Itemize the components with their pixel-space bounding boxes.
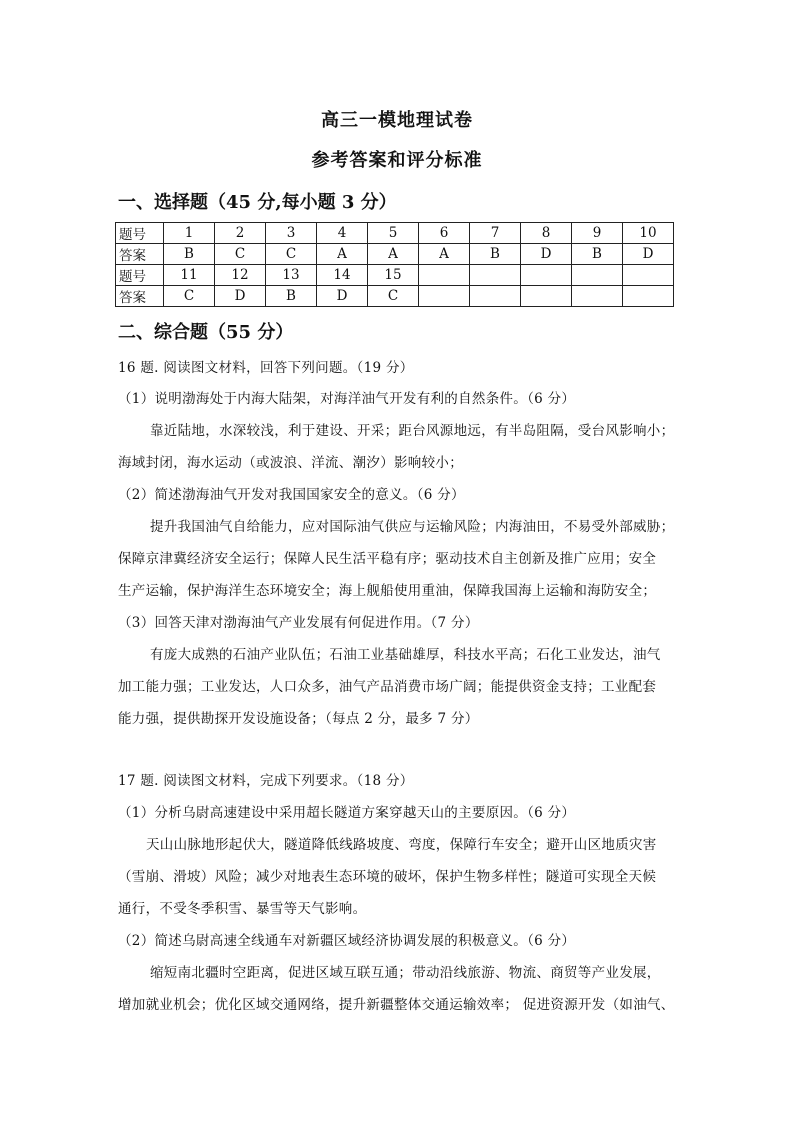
- table-cell: 4: [317, 223, 368, 244]
- table-row: [116, 223, 674, 244]
- row-label: 答案: [116, 244, 164, 265]
- table-cell: 12: [215, 265, 266, 286]
- answer-table: [115, 222, 674, 307]
- table-cell: B: [572, 244, 623, 265]
- row-label: 答案: [116, 286, 164, 307]
- table-cell: A: [419, 244, 470, 265]
- answer-text: 海域封闭，海水运动（或波浪、洋流、潮汐）影响较小；: [118, 455, 463, 471]
- table-cell: [521, 265, 572, 286]
- doc-subtitle: 参考答案和评分标准: [311, 150, 483, 171]
- table-cell: 10: [623, 223, 674, 244]
- answer-text: （雪崩、滑坡）风险；减少对地表生态环境的破坏，保护生物多样性；隧道可实现全天候: [118, 869, 657, 885]
- table-cell: 9: [572, 223, 623, 244]
- table-cell: 15: [368, 265, 419, 286]
- answer-text: 生产运输，保护海洋生态环境安全；海上舰船使用重油，保障我国海上运输和海防安全；: [118, 583, 657, 599]
- answer-text: 有庞大成熟的石油产业队伍；石油工业基础雄厚，科技水平高；石化工业发达，油气: [150, 647, 661, 663]
- table-cell: 13: [266, 265, 317, 286]
- table-cell: 11: [164, 265, 215, 286]
- table-cell: 14: [317, 265, 368, 286]
- section2-heading: 二、综合题（55 分）: [118, 322, 294, 343]
- table-cell: 2: [215, 223, 266, 244]
- question-text: （2）简述乌尉高速全线通车对新疆区域经济协调发展的积极意义。（6 分）: [118, 933, 576, 949]
- table-cell: D: [317, 286, 368, 307]
- table-cell: [623, 265, 674, 286]
- table-cell: C: [266, 244, 317, 265]
- row-label: 题号: [116, 265, 164, 286]
- question-text: （1）说明渤海处于内海大陆架，对海洋油气开发有利的自然条件。（6 分）: [118, 391, 576, 407]
- answer-text: 靠近陆地，水深较浅，利于建设、开采；距台风源地远，有半岛阻隔，受台风影响小；: [150, 423, 675, 439]
- table-cell: A: [368, 244, 419, 265]
- table-cell: 3: [266, 223, 317, 244]
- table-cell: C: [368, 286, 419, 307]
- table-cell: [470, 265, 521, 286]
- table-cell: B: [470, 244, 521, 265]
- question-16-title: 16 题. 阅读图文材料，回答下列问题。（19 分）: [118, 360, 414, 376]
- answer-text: 能力强，提供勘探开发设施设备；（每点 2 分，最多 7 分）: [118, 711, 479, 727]
- table-cell: 7: [470, 223, 521, 244]
- table-cell: B: [164, 244, 215, 265]
- table-cell: C: [164, 286, 215, 307]
- question-text: （1）分析乌尉高速建设中采用超长隧道方案穿越天山的主要原因。（6 分）: [118, 805, 576, 821]
- row-label: 题号: [116, 223, 164, 244]
- question-text: （3）回答天津对渤海油气产业发展有何促进作用。（7 分）: [118, 615, 479, 631]
- answer-text: 提升我国油气自给能力，应对国际油气供应与运输风险；内海油田，不易受外部威胁；: [150, 519, 675, 535]
- table-cell: [623, 286, 674, 307]
- table-cell: 8: [521, 223, 572, 244]
- table-cell: 6: [419, 223, 470, 244]
- table-cell: C: [215, 244, 266, 265]
- table-cell: A: [317, 244, 368, 265]
- table-row: [116, 265, 674, 286]
- answer-text: 保障京津冀经济安全运行；保障人民生活平稳有序；驱动技术自主创新及推广应用；安全: [118, 551, 657, 567]
- question-text: （2）简述渤海油气开发对我国国家安全的意义。（6 分）: [118, 487, 465, 503]
- table-cell: [572, 286, 623, 307]
- table-cell: B: [266, 286, 317, 307]
- answer-text: 增加就业机会；优化区域交通网络，提升新疆整体交通运输效率； 促进资源开发（如油气、: [118, 997, 675, 1013]
- table-row: [116, 286, 674, 307]
- answer-text: 天山山脉地形起伏大，隧道降低线路坡度、弯度，保障行车安全；避开山区地质灾害: [146, 837, 657, 853]
- table-cell: 5: [368, 223, 419, 244]
- answer-text: 加工能力强；工业发达，人口众多，油气产品消费市场广阔；能提供资金支持；工业配套: [118, 679, 657, 695]
- table-cell: [572, 265, 623, 286]
- table-cell: [521, 286, 572, 307]
- table-cell: D: [623, 244, 674, 265]
- table-row: [116, 244, 674, 265]
- section1-heading: 一、选择题（45 分,每小题 3 分）: [118, 192, 397, 213]
- table-cell: [419, 265, 470, 286]
- answer-text: 缩短南北疆时空距离，促进区域互联互通；带动沿线旅游、物流、商贸等产业发展，: [150, 965, 661, 981]
- table-cell: [470, 286, 521, 307]
- answer-text: 通行，不受冬季积雪、暴雪等天气影响。: [118, 901, 367, 917]
- table-cell: [419, 286, 470, 307]
- table-cell: D: [215, 286, 266, 307]
- question-17-title: 17 题. 阅读图文材料，完成下列要求。（18 分）: [118, 773, 414, 789]
- doc-title: 高三一模地理试卷: [321, 110, 473, 131]
- table-cell: 1: [164, 223, 215, 244]
- table-cell: D: [521, 244, 572, 265]
